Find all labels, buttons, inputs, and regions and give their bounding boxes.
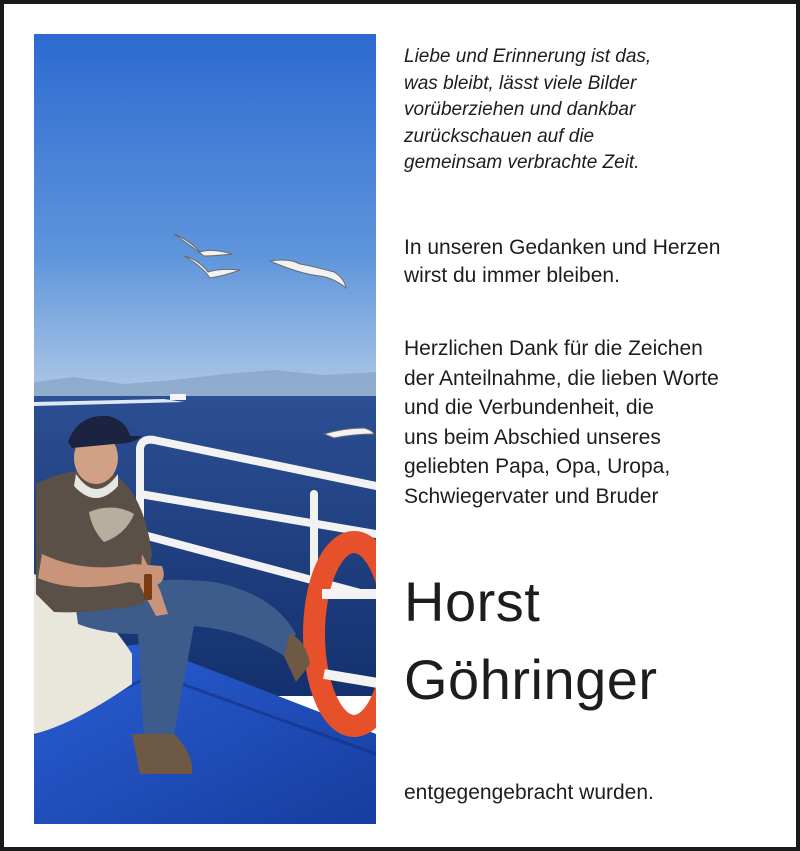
paragraph-line: Schwiegervater und Bruder	[404, 484, 659, 508]
quote-line: vorüberziehen und dankbar	[404, 99, 636, 120]
memorial-photo	[34, 34, 376, 824]
closing-line: entgegengebracht wurden.	[404, 781, 654, 804]
paragraph-line: geliebten Papa, Opa, Uropa,	[404, 455, 671, 478]
paragraph-line: wirst du immer bleiben.	[404, 264, 620, 287]
paragraph-line: und die Verbundenheit, die	[404, 396, 654, 419]
quote-line: was bleibt, lässt viele Bilder	[404, 72, 637, 94]
quote-line: gemeinsam verbrachte Zeit.	[404, 152, 640, 173]
paragraph-line: In unseren Gedanken und Herzen	[404, 236, 721, 259]
paragraph-line: uns beim Abschied unseres	[404, 425, 661, 449]
memorial-quote	[404, 44, 774, 177]
deceased-last-name: Göhringer	[404, 648, 658, 711]
deceased-first-name: Horst	[404, 570, 541, 633]
paragraph-line: der Anteilnahme, die lieben Worte	[404, 366, 719, 390]
paragraph-line: Herzlichen Dank für die Zeichen	[404, 337, 703, 360]
remembrance-paragraph	[404, 234, 784, 290]
thanks-paragraph	[404, 334, 784, 511]
quote-line: zurückschauen auf die	[404, 125, 595, 147]
quote-line: Liebe und Erinnerung ist das,	[404, 46, 652, 67]
